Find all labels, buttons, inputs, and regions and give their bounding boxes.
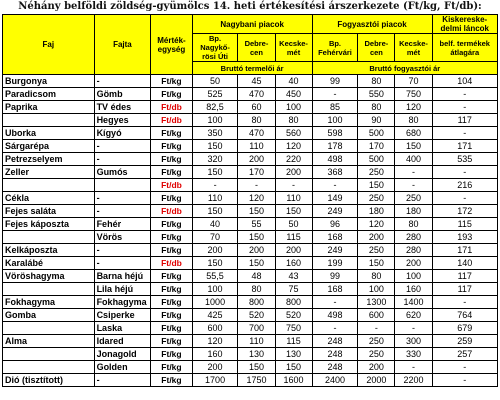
unit-cell: Ft/kg [151, 127, 192, 140]
unit-cell: Ft/db [151, 257, 192, 270]
price-cell: 200 [275, 166, 312, 179]
price-cell: 130 [238, 348, 275, 361]
product-name: Karalábé [3, 257, 95, 270]
unit-cell: Ft/db [151, 179, 192, 192]
price-cell: 248 [312, 348, 358, 361]
unit-cell: Ft/kg [151, 270, 192, 283]
price-cell: - [275, 179, 312, 192]
product-variety: Fokhagyma [94, 296, 151, 309]
price-cell: 470 [238, 127, 275, 140]
price-cell: 85 [312, 101, 358, 114]
unit-cell: Ft/kg [151, 335, 192, 348]
price-cell: 330 [395, 348, 432, 361]
price-cell: 764 [432, 309, 497, 322]
price-cell: - [358, 322, 395, 335]
product-variety: Fehér [94, 218, 151, 231]
unit-cell: Ft/kg [151, 166, 192, 179]
price-cell: 168 [312, 283, 358, 296]
header-faj: Faj [3, 15, 95, 75]
price-cell: 150 [192, 257, 238, 270]
unit-cell: Ft/kg [151, 283, 192, 296]
price-cell: 750 [275, 322, 312, 335]
price-cell: 150 [275, 361, 312, 374]
product-variety: Lila héjú [94, 283, 151, 296]
price-cell: 1700 [192, 374, 238, 387]
table-row [3, 374, 498, 387]
table-row [3, 335, 498, 348]
price-cell: 520 [238, 309, 275, 322]
product-name [3, 114, 95, 127]
price-cell: 100 [312, 114, 358, 127]
price-cell: 170 [358, 140, 395, 153]
product-name: Cékla [3, 192, 95, 205]
price-cell: 55 [238, 218, 275, 231]
table-row [3, 88, 498, 101]
page-title: Néhány belföldi zöldség-gyümölcs 14. heti értékesítési árszerkezete (Ft/kg, Ft/db): [18, 1, 482, 12]
price-cell: 250 [358, 244, 395, 257]
price-cell: 200 [192, 361, 238, 374]
price-cell: 178 [312, 140, 358, 153]
table-row [3, 257, 498, 270]
price-cell: 43 [275, 270, 312, 283]
table-row [3, 127, 498, 140]
table-row [3, 218, 498, 231]
price-cell: 104 [432, 75, 497, 88]
price-cell: - [312, 322, 358, 335]
price-cell: 120 [275, 140, 312, 153]
header-debrecen-wholesale: Debre-cen [238, 34, 275, 62]
price-cell: 280 [395, 231, 432, 244]
table-row [3, 101, 498, 114]
table-row [3, 296, 498, 309]
product-name: Kelkáposzta [3, 244, 95, 257]
price-cell: 680 [395, 127, 432, 140]
price-cell: 40 [192, 218, 238, 231]
product-variety: - [94, 257, 151, 270]
product-variety: - [94, 140, 151, 153]
unit-cell: Ft/kg [151, 309, 192, 322]
price-cell: 150 [238, 231, 275, 244]
price-cell: 110 [192, 192, 238, 205]
price-cell: 171 [432, 140, 497, 153]
price-cell: 120 [395, 101, 432, 114]
price-cell: 80 [395, 218, 432, 231]
price-cell: - [432, 374, 497, 387]
unit-cell: Ft/kg [151, 231, 192, 244]
price-cell: 82,5 [192, 101, 238, 114]
header-retail-avg: belf. termékek átlagára [432, 34, 497, 62]
product-variety: Gumós [94, 166, 151, 179]
price-cell: 75 [275, 283, 312, 296]
product-name [3, 283, 95, 296]
price-cell: - [432, 166, 497, 179]
price-cell: - [432, 88, 497, 101]
product-variety: - [94, 75, 151, 88]
header-consumer-price: Bruttó fogyasztói ár [312, 62, 497, 75]
price-cell: 400 [395, 153, 432, 166]
product-name [3, 231, 95, 244]
table-row [3, 153, 498, 166]
price-cell: 100 [275, 101, 312, 114]
price-cell: 171 [432, 244, 497, 257]
price-cell: 160 [275, 257, 312, 270]
price-cell: 172 [432, 205, 497, 218]
product-name: Zeller [3, 166, 95, 179]
price-cell: 50 [275, 218, 312, 231]
product-variety: Barna héjú [94, 270, 151, 283]
price-cell: 149 [312, 192, 358, 205]
unit-cell: Ft/kg [151, 218, 192, 231]
price-cell: 160 [192, 348, 238, 361]
price-cell: 2200 [395, 374, 432, 387]
product-name: Petrezselyem [3, 153, 95, 166]
price-cell: 220 [275, 153, 312, 166]
price-cell: 99 [312, 270, 358, 283]
price-cell: 80 [358, 75, 395, 88]
price-cell: 679 [432, 322, 497, 335]
price-cell: 450 [275, 88, 312, 101]
table-row [3, 361, 498, 374]
table-row [3, 114, 498, 127]
price-cell: 110 [275, 192, 312, 205]
product-name: Paprika [3, 101, 95, 114]
product-name: Uborka [3, 127, 95, 140]
price-cell: 248 [312, 335, 358, 348]
header-bp-fehervari: Bp. Fehérvári [312, 34, 358, 62]
product-name: Gomba [3, 309, 95, 322]
price-cell: 60 [238, 101, 275, 114]
price-cell: 200 [192, 244, 238, 257]
price-cell: 200 [238, 244, 275, 257]
price-cell: 249 [312, 244, 358, 257]
price-cell: 150 [192, 166, 238, 179]
unit-cell: Ft/kg [151, 88, 192, 101]
price-cell: - [432, 361, 497, 374]
product-variety: - [94, 205, 151, 218]
price-cell: 90 [358, 114, 395, 127]
price-cell: 130 [275, 348, 312, 361]
price-cell: 520 [275, 309, 312, 322]
price-cell: 115 [275, 231, 312, 244]
price-cell: 1300 [358, 296, 395, 309]
product-variety: Jonagold [94, 348, 151, 361]
price-cell: 100 [192, 114, 238, 127]
price-cell: 498 [312, 153, 358, 166]
price-cell: 800 [238, 296, 275, 309]
price-cell: 280 [395, 244, 432, 257]
header-unit: Mérték-egység [151, 15, 192, 75]
price-cell: 150 [238, 205, 275, 218]
header-producer-price: Bruttó termelői ár [192, 62, 312, 75]
price-cell: - [432, 127, 497, 140]
table-row [3, 166, 498, 179]
price-cell: 100 [395, 270, 432, 283]
price-cell: - [192, 179, 238, 192]
price-cell: 193 [432, 231, 497, 244]
table-row [3, 283, 498, 296]
header-wholesale: Nagybani piacok [192, 15, 312, 34]
price-cell: 168 [312, 231, 358, 244]
price-cell: 1000 [192, 296, 238, 309]
price-cell: 120 [192, 335, 238, 348]
price-cell: 115 [275, 335, 312, 348]
table-row [3, 322, 498, 335]
product-variety: Csiperke [94, 309, 151, 322]
table-row [3, 75, 498, 88]
product-variety: Vörös [94, 231, 151, 244]
price-cell: 550 [358, 88, 395, 101]
table-row [3, 348, 498, 361]
table-row [3, 192, 498, 205]
price-cell: 620 [395, 309, 432, 322]
price-cell: 250 [358, 335, 395, 348]
unit-cell: Ft/db [151, 205, 192, 218]
header-kecskemet-wholesale: Kecske-mét [275, 34, 312, 62]
price-cell: - [312, 296, 358, 309]
unit-cell: Ft/kg [151, 348, 192, 361]
price-cell: 50 [192, 75, 238, 88]
product-variety: Kígyó [94, 127, 151, 140]
header-retail: Kiskereske-delmi láncok [432, 15, 497, 34]
price-cell: 249 [312, 205, 358, 218]
price-cell: 150 [395, 140, 432, 153]
price-cell: 1750 [238, 374, 275, 387]
price-cell: 110 [238, 335, 275, 348]
header-consumer: Fogyasztói piacok [312, 15, 432, 34]
price-cell: 216 [432, 179, 497, 192]
price-cell: 525 [192, 88, 238, 101]
header-debrecen-consumer: Debre-cen [358, 34, 395, 62]
product-name: Sárgarépa [3, 140, 95, 153]
product-name: Fokhagyma [3, 296, 95, 309]
price-cell: 250 [358, 166, 395, 179]
price-cell: 498 [312, 309, 358, 322]
price-cell: 80 [238, 283, 275, 296]
product-variety: TV édes [94, 101, 151, 114]
price-cell: 80 [358, 101, 395, 114]
unit-cell: Ft/kg [151, 296, 192, 309]
price-cell: 150 [192, 140, 238, 153]
price-cell: 250 [358, 192, 395, 205]
price-cell: - [395, 166, 432, 179]
product-name: Alma [3, 335, 95, 348]
price-cell: 45 [238, 75, 275, 88]
price-cell: - [395, 361, 432, 374]
header-kecskemet-consumer: Kecske-mét [395, 34, 432, 62]
table-row [3, 205, 498, 218]
price-cell: 80 [395, 114, 432, 127]
price-cell: 100 [192, 283, 238, 296]
header-bp-nagykoros: Bp. Nagykő-rösi Úti [192, 34, 238, 62]
price-cell: - [312, 179, 358, 192]
unit-cell: Ft/kg [151, 153, 192, 166]
price-cell: 350 [192, 127, 238, 140]
price-cell: 117 [432, 283, 497, 296]
price-cell: 1400 [395, 296, 432, 309]
price-cell: 150 [192, 205, 238, 218]
product-name: Burgonya [3, 75, 95, 88]
price-cell: 800 [275, 296, 312, 309]
price-cell: 600 [358, 309, 395, 322]
price-cell: 535 [432, 153, 497, 166]
price-cell: 80 [238, 114, 275, 127]
price-cell: 200 [395, 257, 432, 270]
price-cell: 250 [358, 348, 395, 361]
product-variety: Gömb [94, 88, 151, 101]
price-cell: 150 [358, 179, 395, 192]
price-cell: - [312, 88, 358, 101]
unit-cell: Ft/kg [151, 361, 192, 374]
price-cell: 200 [358, 231, 395, 244]
price-cell: 140 [432, 257, 497, 270]
price-cell: - [395, 322, 432, 335]
price-cell: 500 [358, 153, 395, 166]
table-row [3, 140, 498, 153]
price-cell: 368 [312, 166, 358, 179]
price-cell: 150 [358, 257, 395, 270]
unit-cell: Ft/db [151, 114, 192, 127]
price-cell: 200 [275, 244, 312, 257]
price-cell: 117 [432, 270, 497, 283]
price-cell: 96 [312, 218, 358, 231]
price-cell: 560 [275, 127, 312, 140]
price-cell: 257 [432, 348, 497, 361]
product-name [3, 361, 95, 374]
price-cell: - [238, 179, 275, 192]
unit-cell: Ft/kg [151, 244, 192, 257]
price-cell: 120 [358, 218, 395, 231]
price-cell: 120 [238, 192, 275, 205]
price-cell: 150 [238, 257, 275, 270]
price-cell: 320 [192, 153, 238, 166]
product-name: Dió (tisztított) [3, 374, 95, 387]
unit-cell: Ft/kg [151, 322, 192, 335]
price-rows [3, 75, 498, 387]
product-name [3, 348, 95, 361]
price-cell: 150 [238, 361, 275, 374]
price-cell: - [432, 101, 497, 114]
price-table [2, 14, 498, 387]
unit-cell: Ft/kg [151, 374, 192, 387]
table-row [3, 270, 498, 283]
unit-cell: Ft/db [151, 101, 192, 114]
table-row [3, 309, 498, 322]
price-cell: 259 [432, 335, 497, 348]
price-cell: 300 [395, 335, 432, 348]
price-cell: - [395, 179, 432, 192]
price-cell: 200 [358, 361, 395, 374]
price-cell: - [432, 296, 497, 309]
product-name: Fejes saláta [3, 205, 95, 218]
price-cell: 248 [312, 361, 358, 374]
product-name [3, 179, 95, 192]
price-cell: 160 [395, 283, 432, 296]
unit-cell: Ft/kg [151, 75, 192, 88]
price-cell: 470 [238, 88, 275, 101]
price-cell: 80 [358, 270, 395, 283]
price-cell: - [432, 192, 497, 205]
product-name: Vöröshagyma [3, 270, 95, 283]
price-cell: 1600 [275, 374, 312, 387]
product-variety: - [94, 192, 151, 205]
price-cell: 180 [395, 205, 432, 218]
price-cell: 100 [358, 283, 395, 296]
price-cell: 40 [275, 75, 312, 88]
product-name: Fejes káposzta [3, 218, 95, 231]
price-cell: 425 [192, 309, 238, 322]
unit-cell: Ft/kg [151, 140, 192, 153]
price-cell: 70 [395, 75, 432, 88]
price-cell: 55,5 [192, 270, 238, 283]
price-cell: 180 [358, 205, 395, 218]
price-cell: 600 [192, 322, 238, 335]
price-cell: 70 [192, 231, 238, 244]
product-variety [94, 179, 151, 192]
price-cell: 750 [395, 88, 432, 101]
table-row [3, 244, 498, 257]
price-cell: 200 [238, 153, 275, 166]
unit-cell: Ft/kg [151, 192, 192, 205]
product-variety: - [94, 153, 151, 166]
price-cell: 99 [312, 75, 358, 88]
price-cell: 48 [238, 270, 275, 283]
price-cell: 250 [395, 192, 432, 205]
price-cell: 700 [238, 322, 275, 335]
price-cell: 115 [432, 218, 497, 231]
price-cell: 117 [432, 114, 497, 127]
product-variety: - [94, 244, 151, 257]
price-cell: 2400 [312, 374, 358, 387]
price-cell: 110 [238, 140, 275, 153]
table-row [3, 179, 498, 192]
header-fajta: Fajta [94, 15, 151, 75]
price-cell: 2000 [358, 374, 395, 387]
price-cell: 150 [275, 205, 312, 218]
product-name [3, 322, 95, 335]
product-variety: Hegyes [94, 114, 151, 127]
price-cell: 170 [238, 166, 275, 179]
product-variety: Laska [94, 322, 151, 335]
price-cell: 500 [358, 127, 395, 140]
product-variety: - [94, 374, 151, 387]
price-cell: 598 [312, 127, 358, 140]
price-cell: 80 [275, 114, 312, 127]
price-cell: 199 [312, 257, 358, 270]
product-variety: Idared [94, 335, 151, 348]
product-variety: Golden [94, 361, 151, 374]
table-row [3, 231, 498, 244]
product-name: Paradicsom [3, 88, 95, 101]
